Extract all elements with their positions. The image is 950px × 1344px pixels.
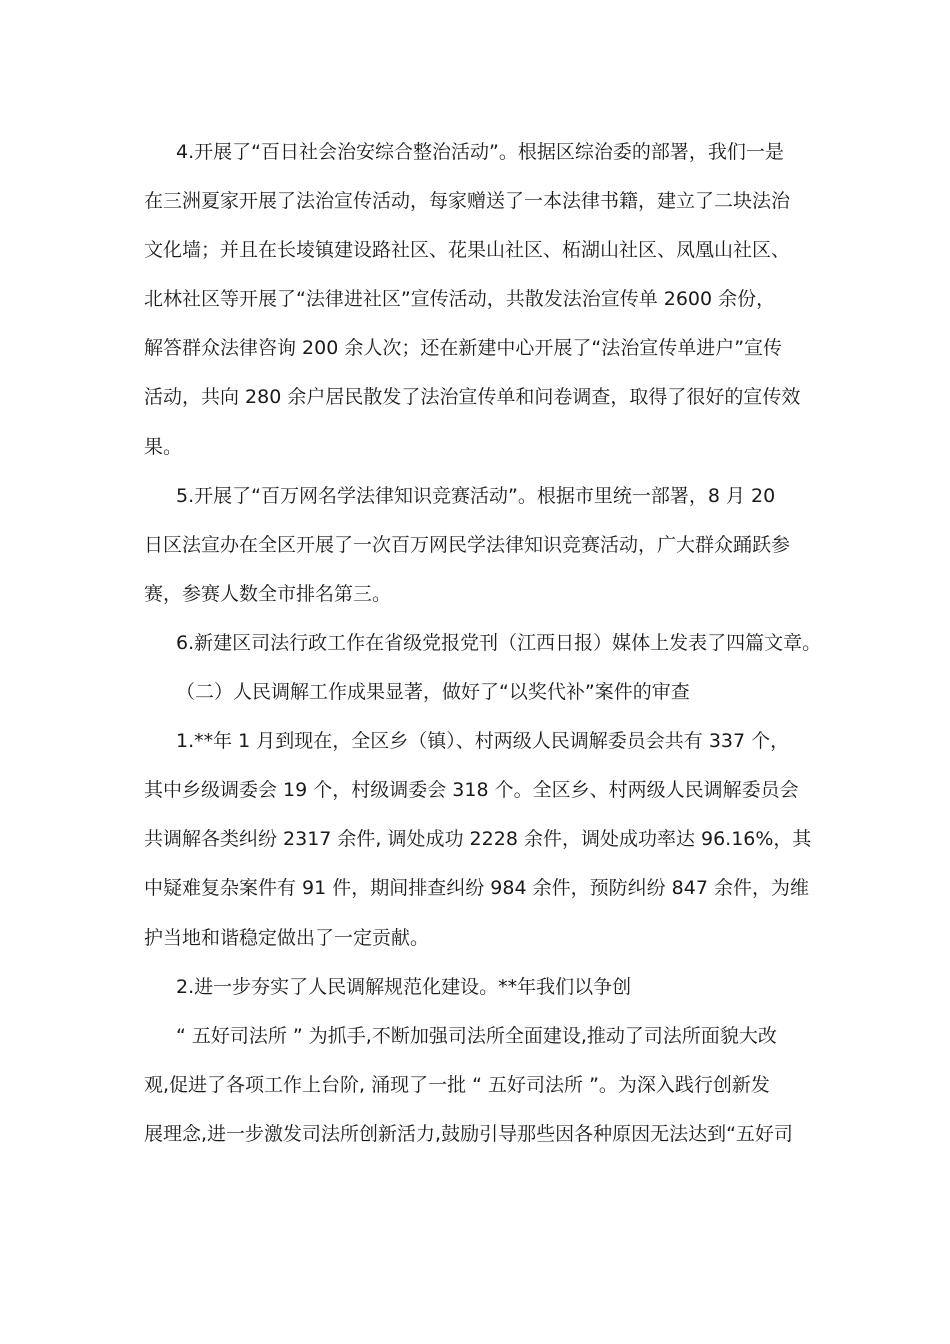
text-line: 赛，参赛人数全市排名第三。 [144,582,392,605]
text-line: 活动，共向 280 余户居民散发了法治宣传单和问卷调查，取得了很好的宣传效 [144,386,801,409]
text-line: 5.开展了“百万网名学法律知识竞赛活动”。根据市里统一部署，8 月 20 [176,484,776,507]
text-line: “ 五好司法所 ” 为抓手,不断加强司法所全面建设,推动了司法所面貌大改 [176,1024,777,1047]
text-line: 4.开展了“百日社会治安综合整治活动”。根据区综治委的部署，我们一是 [176,141,784,163]
text-line: 北林社区等开展了“法律进社区”宣传活动，共散发法治宣传单 2600 余份， [144,288,776,311]
text-line: 展理念,进一步激发司法所创新活力,鼓励引导那些因各种原因无法达到“五好司 [144,1122,793,1145]
text-line: 日区法宣办在全区开展了一次百万网民学法律知识竞赛活动，广大群众踊跃参 [144,533,791,556]
text-line: 6.新建区司法行政工作在省级党报党刊（江西日报）媒体上发表了四篇文章。 [176,631,822,654]
document-body [144,128,824,1159]
text-line: 1.**年 1 月到现在，全区乡（镇）、村两级人民调解委员会共有 337 个， [176,730,790,753]
text-line: 共调解各类纠纷 2317 余件, 调处成功 2228 余件，调处成功率达 96.16%，其 [144,828,812,851]
text-line: 观,促进了各项工作上台阶, 涌现了一批 “ 五好司法所 ”。为深入践行创新发 [144,1073,770,1096]
text-line: 其中乡级调委会 19 个，村级调委会 318 个。全区乡、村两级人民调解委员会 [144,779,799,802]
text-line: 护当地和谐稳定做出了一定贡献。 [144,926,430,949]
text-line: 文化墙；并且在长堎镇建设路社区、花果山社区、柘湖山社区、凤凰山社区、 [144,239,791,262]
text-line: 中疑难复杂案件有 91 件，期间排查纠纷 984 余件，预防纠纷 847 余件，为维 [144,877,809,900]
text-line: 果。 [144,435,183,458]
text-line: （二）人民调解工作成果显著，做好了“以奖代补”案件的审查 [176,681,690,704]
text-line: 在三洲夏家开展了法治宣传活动，每家赠送了一本法律书籍，建立了二块法治 [144,190,791,213]
text-line: 解答群众法律咨询 200 余人次；还在新建中心开展了“法治宣传单进户”宣传 [144,337,783,360]
text-line: 2.进一步夯实了人民调解规范化建设。**年我们以争创 [176,975,632,998]
